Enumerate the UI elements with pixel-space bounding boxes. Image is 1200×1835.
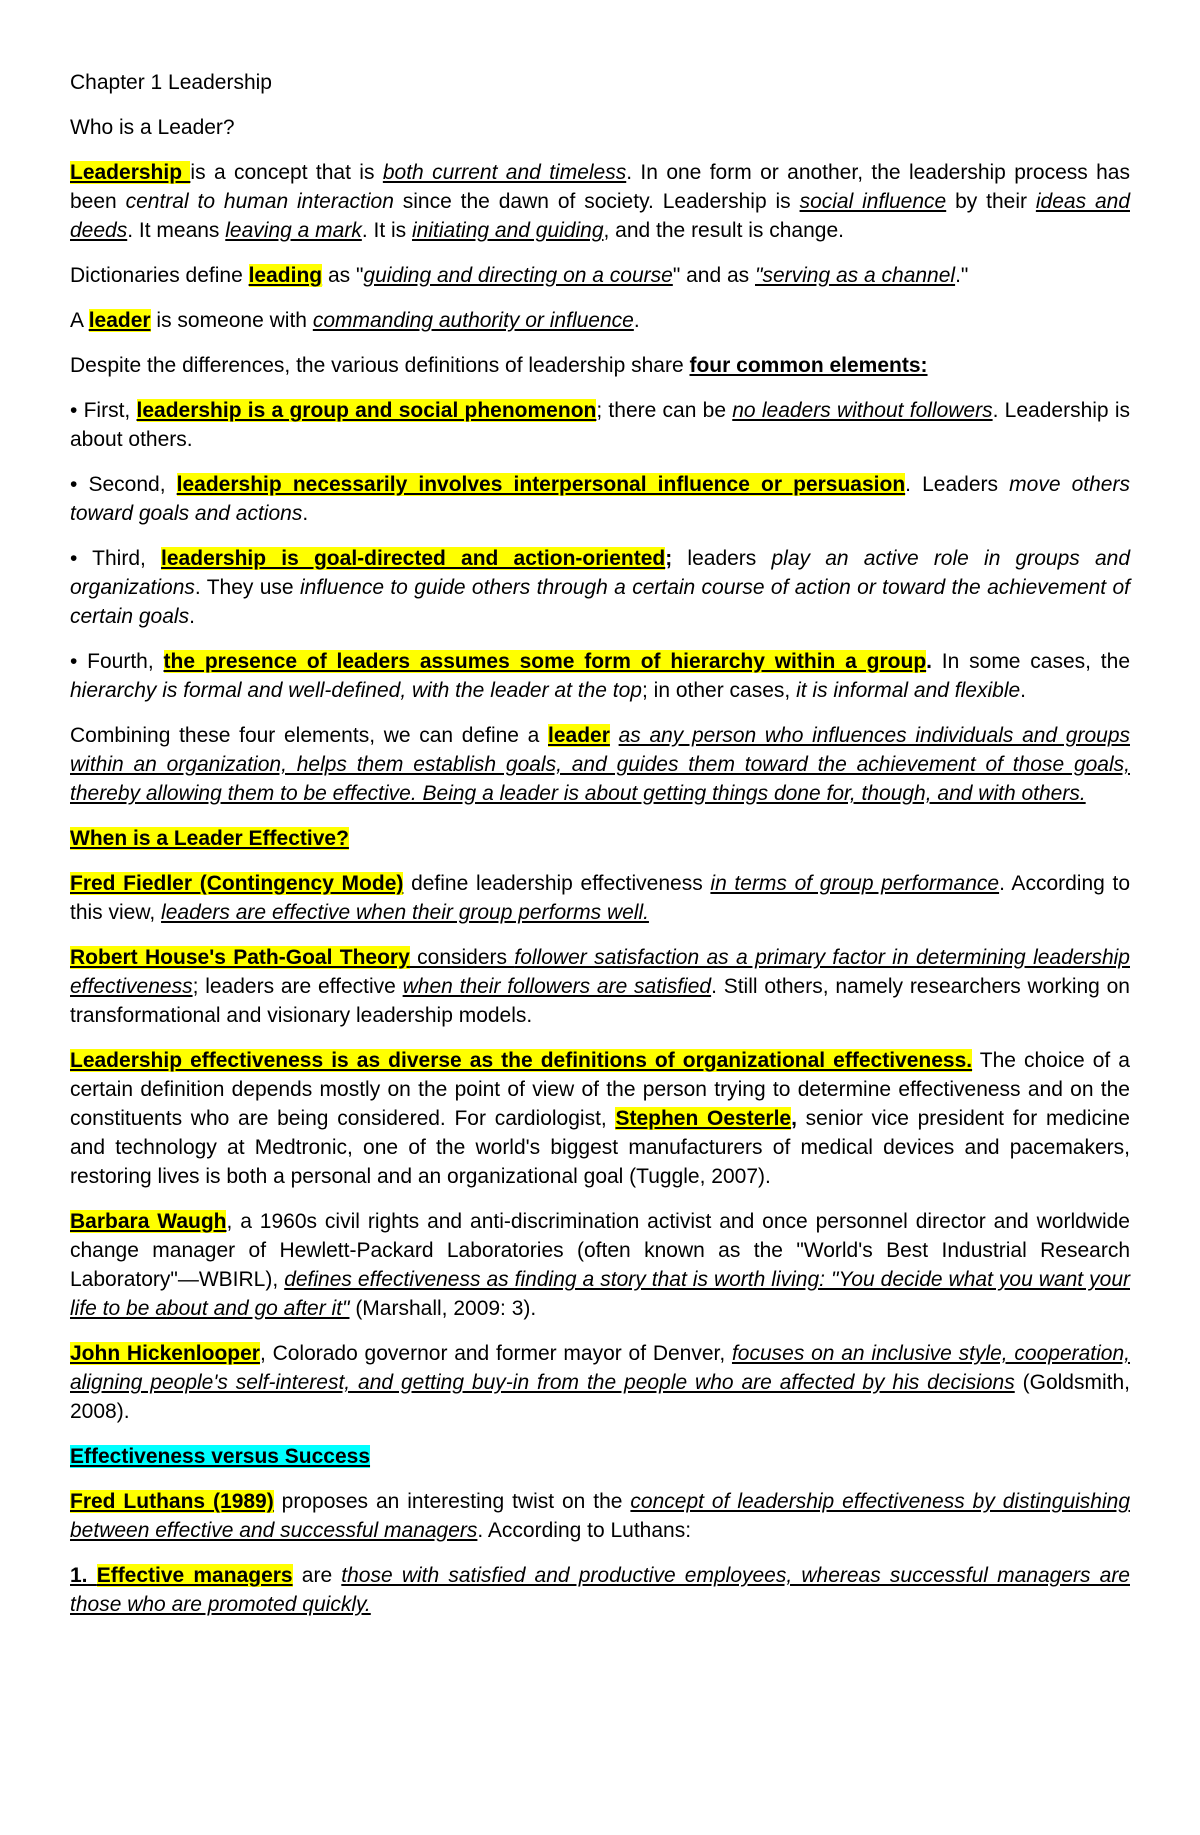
text-run: concept of leadership effectiveness by distinguishing between effective and successful managers [70,1490,1130,1542]
bullet-third [70,544,1130,631]
text-run: Robert House's Path-Goal Theory [70,946,410,969]
text-run: ; there can be [596,399,733,422]
text-run: Combining these four elements, we can define a [70,724,549,747]
section-question: Who is a Leader? [70,116,235,139]
paragraph-waugh [70,1207,1130,1323]
text-run: • First, [70,399,137,422]
paragraph-house [70,943,1130,1030]
text-run: Barbara Waugh [70,1210,227,1233]
text-run: no leaders without followers [732,399,993,422]
text-run: . [1020,679,1027,702]
text-run: define leadership effectiveness [403,872,711,895]
text-run: • Third, [70,547,162,570]
text-run: , Colorado governor and former mayor of Denver, [259,1342,732,1365]
text-run: is someone with [150,309,313,332]
text-run: (Marshall, 2009: 3). [349,1297,537,1320]
text-run: , and the result is change. [603,219,844,242]
text-run: . Leaders [905,473,1010,496]
paragraph-leader-definition [70,306,1130,335]
text-run: leaders [672,547,772,570]
text-run: leaders are effective when their group performs well. [161,901,649,924]
text-run: guiding and directing on a course [363,264,673,287]
text-run: Effectiveness versus Success [70,1445,371,1468]
paragraph-effectiveness-diverse [70,1046,1130,1191]
text-run: . [926,650,932,673]
text-run: leaving a mark [225,219,362,242]
text-run: leadership necessarily involves interpersonal influence or persuasion [176,473,906,496]
text-run: as any person who influences individuals and groups within an organization, helps them establish goals, and guides them toward the achievement of those goals, thereby allowing them to be effective. Being a leader is about getting things done for, though, and with others. [70,724,1130,805]
list-item-effective-managers [70,1561,1130,1619]
text-run [88,1564,97,1587]
bullet-second [70,470,1130,528]
bullet-first [70,396,1130,454]
text-run: influence to guide others through a certain course of action or toward the achievement of certain goals [70,576,1130,628]
text-run: are [292,1564,342,1587]
subheading-effectiveness-vs-success [70,1442,1130,1471]
text-run: , [791,1107,797,1130]
text-run: it is informal and flexible [796,679,1021,702]
text-run: social influence [799,190,947,213]
text-run: leader [88,309,151,332]
text-run: " and as [672,264,755,287]
text-run: play an active role in groups and organizations [70,547,1130,599]
paragraph-dictionaries [70,261,1130,290]
text-run: Fred Luthans (1989) [70,1490,274,1513]
text-run: "serving as a channel [755,264,956,287]
text-run: • Fourth, [70,650,164,673]
text-run: . According to this view, [70,872,1131,924]
text-run: . In one form or another, the leadership process has been [70,161,1130,213]
text-run: Stephen Oesterle [615,1107,792,1130]
text-run: 1. [70,1564,88,1587]
text-run: . It is [361,219,413,242]
paragraph-four-elements [70,351,1130,380]
text-run: since the dawn of society. Leadership is [393,190,800,213]
text-run: initiating and guiding [412,219,604,242]
text-run: Despite the differences, the various definitions of leadership share [70,354,690,377]
text-run: the presence of leaders assumes some form of hierarchy within a group [163,650,927,673]
text-run: follower satisfaction as a primary factor in determining leadership effectiveness [70,946,1130,998]
text-run: Effective managers [96,1564,293,1587]
text-run: in terms of group performance [710,872,1000,895]
text-run: . Leadership is about others. [70,399,1131,451]
text-run: central to human interaction [125,190,394,213]
paragraph-fiedler [70,869,1130,927]
text-run: . [302,502,309,525]
text-run: defines effectiveness as finding a story that is worth living: "You decide what you want your life to be about and go after it" [70,1268,1130,1320]
text-run: focuses on an inclusive style, cooperation, aligning people's self-interest, and getting buy-in from the people who are affected by his decisions [70,1342,1130,1394]
text-run: hierarchy is formal and well-defined, with the leader at the top [70,679,642,702]
text-run: . It means [127,219,226,242]
paragraph-leadership-definition [70,158,1130,245]
text-run: . They use [194,576,300,599]
text-run: leadership is goal-directed and action-oriented [161,547,666,570]
text-run: Leadership [70,161,191,184]
text-run: when their followers are satisfied [402,975,712,998]
text-run: ; [665,547,673,570]
text-run: . [189,605,195,628]
text-run: those with satisfied and productive employees, whereas successful managers are those who are promoted quickly. [70,1564,1130,1616]
text-run: (Goldsmith, 2008). [70,1371,1130,1423]
text-run: . Still others, namely researchers working on transformational and visionary leadership models. [70,975,1130,1027]
text-run: senior vice president for medicine and technology at Medtronic, one of the world's biggest manufacturers of medical devices and pacemakers, restoring lives is both a personal and an organizational goal (Tuggle, 2007). [70,1107,1130,1188]
text-run: • Second, [70,473,177,496]
text-run: , a 1960s civil rights and anti-discrimination activist and once personnel director and worldwide change manager of Hewlett-Packard Laboratories (often known as the "World's Best Industrial Research Laboratory"—WBIRL), [70,1210,1130,1291]
text-run: In some cases, the [932,650,1130,673]
text-run: . According to Luthans: [477,1519,692,1542]
bullet-fourth [70,647,1130,705]
text-run: The choice of a certain definition depends mostly on the point of view of the person trying to determine effectiveness and on the constituents who are being considered. For cardiologist, [70,1049,1130,1130]
text-run: ." [955,264,969,287]
document-body [70,68,1130,1619]
text-run: leader [548,724,610,747]
text-run: leading [248,264,323,287]
paragraph-luthans [70,1487,1130,1545]
chapter-heading: Chapter 1 Leadership [70,71,272,94]
text-run: as " [322,264,364,287]
text-run: commanding authority or influence [312,309,634,332]
text-run: ; leaders are effective [192,975,403,998]
text-run: proposes an interesting twist on the [273,1490,631,1513]
text-run: ideas and deeds [70,190,1130,242]
text-run: by their [946,190,1036,213]
text-run: Fred Fiedler (Contingency Mode) [70,872,404,895]
subheading-leader-effective [70,824,1130,853]
text-run: four common elements: [689,354,928,377]
text-run: When is a Leader Effective? [70,827,349,850]
text-run: leadership is a group and social phenomenon [136,399,597,422]
text-run: is a concept that is [190,161,383,184]
text-run: ; in other cases, [641,679,797,702]
text-run: . [633,309,640,332]
text-run: move others toward goals and actions [70,473,1130,525]
paragraph-hickenlooper [70,1339,1130,1426]
paragraph-combined-definition [70,721,1130,808]
text-run: John Hickenlooper [70,1342,260,1365]
text-run: both current and timeless [382,161,627,184]
text-run: A [70,309,89,332]
text-run [610,724,619,747]
text-run: considers [409,946,515,969]
text-run: Leadership effectiveness is as diverse as the definitions of organizational effectiveness. [70,1049,973,1072]
text-run: Dictionaries define [70,264,249,287]
